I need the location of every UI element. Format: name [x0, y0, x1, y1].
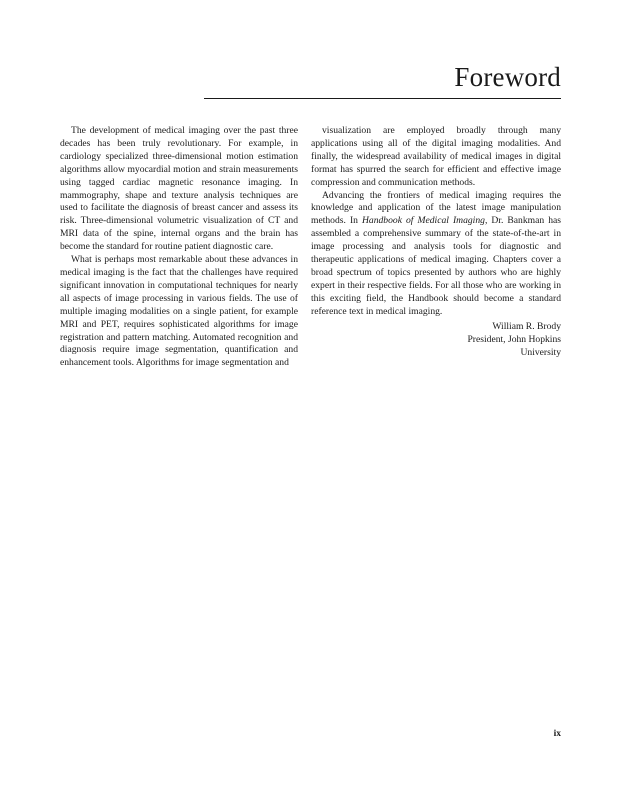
- left-column: [60, 125, 298, 370]
- signature-title: President, John Hopkins: [467, 333, 561, 345]
- signature-name: William R. Brody: [492, 320, 561, 332]
- body-paragraph: visualization are employed broadly through many applications using all of the digital imaging modalities. And finally, the widespread availability of medical images in digital format has spurred the search for efficient and effective image compression and communication methods.: [311, 125, 561, 188]
- body-paragraph: [311, 190, 561, 319]
- body-paragraph: The development of medical imaging over the past three decades has been truly revolutionary. For example, in cardiology specialized three-dimensional motion estimation algorithms allow myocardial motion and strain measurements using tagged cardiac magnetic resonance imaging. In mammography, shape and texture analysis techniques are used to facilitate the diagnosis of breast cancer and assess its risk. Three-dimensional volumetric visualization of CT and MRI data of the spine, internal organs and the brain has become the standard for routine patient diagnostic care.: [60, 125, 298, 253]
- body-paragraph: What is perhaps most remarkable about these advances in medical imaging is the fact that the challenges have required significant innovation in computational techniques for nearly all aspects of image processing in various fields. The use of multiple imaging modalities on a single patient, for example MRI and PET, requires sophisticated algorithms for image registration and pattern matching. Automated recognition and diagnosis require image segmentation, quantification and enhancement tools. Algorithms for image segmentation and: [60, 254, 298, 369]
- title-rule: [204, 98, 561, 99]
- right-column: [311, 125, 561, 359]
- page-title: Foreword: [454, 62, 561, 92]
- signature-block: [311, 320, 561, 359]
- body-text: Advancing the frontiers of medical imaging requires the knowledge and application of the latest image manipulation methods. In: [311, 189, 561, 227]
- page-number: ix: [553, 729, 561, 739]
- body-text: , Dr. Bankman has assembled a comprehensive summary of the state-of-the-art in image processing and analysis tools for diagnostic and therapeutic applications of medical imaging. Chapters cover a broad spectrum of topics presented by authors who are highly expert in their respective fields. For all those who are working in this exciting field, the Handbook should become a standard reference text in medical imaging.: [311, 215, 561, 317]
- signature-title: University: [520, 346, 561, 358]
- book-title: Handbook of Medical Imaging: [361, 215, 485, 227]
